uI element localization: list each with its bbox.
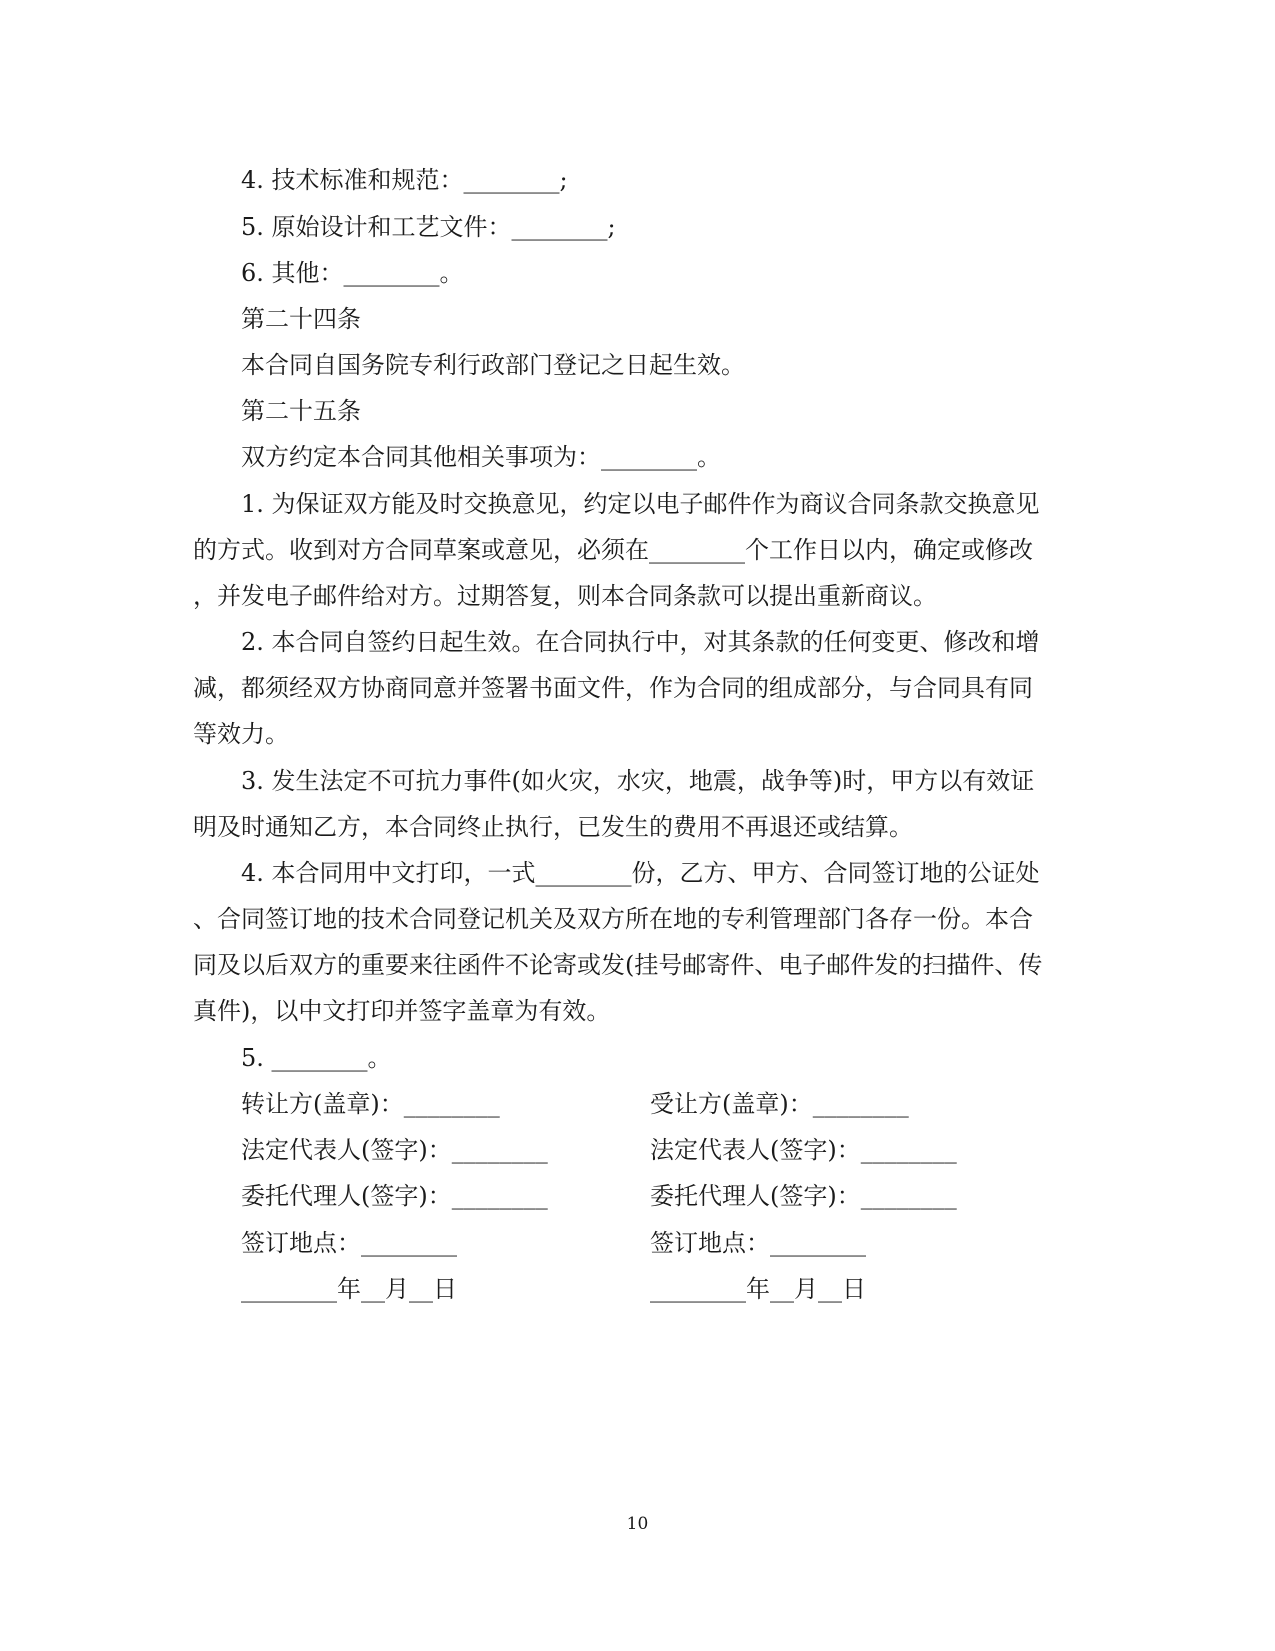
paragraph-line: 3. 发生法定不可抗力事件(如火灾，水灾，地震，战争等)时，甲方以有效证 (241, 767, 1035, 795)
paragraph-line: 的方式。收到对方合同草案或意见，必须在________个工作日以内，确定或修改 (193, 536, 1033, 564)
article-24-heading: 第二十四条 (241, 305, 361, 333)
article-25-heading: 第二十五条 (241, 397, 361, 425)
clause-item-5-design-files: 5. 原始设计和工艺文件：________; (241, 213, 616, 241)
signature-transferor-place: 签订地点：________ (241, 1229, 457, 1257)
clause-item-5: 5. ________。 (241, 1044, 392, 1072)
paragraph-line: 明及时通知乙方，本合同终止执行，已发生的费用不再退还或结算。 (193, 813, 913, 841)
paragraph-line: 减，都须经双方协商同意并签署书面文件，作为合同的组成部分，与合同具有同 (193, 674, 1033, 702)
paragraph-line: 、合同签订地的技术合同登记机关及双方所在地的专利管理部门各存一份。本合 (193, 905, 1033, 933)
paragraph-line: 等效力。 (193, 720, 289, 748)
article-24-text: 本合同自国务院专利行政部门登记之日起生效。 (241, 351, 745, 379)
page-number: 10 (626, 1514, 649, 1534)
clause-item-6-other: 6. 其他：________。 (241, 259, 464, 287)
paragraph-line: ，并发电子邮件给对方。过期答复，则本合同条款可以提出重新商议。 (193, 582, 937, 610)
signature-transferor-legal-rep: 法定代表人(签字)：________ (241, 1136, 548, 1164)
article-25-intro: 双方约定本合同其他相关事项为：________。 (241, 443, 721, 471)
signature-transferee-date: ________年__月__日 (650, 1275, 866, 1303)
paragraph-line: 同及以后双方的重要来往函件不论寄或发(挂号邮寄件、电子邮件发的扫描件、传 (193, 951, 1043, 979)
paragraph-line: 2. 本合同自签约日起生效。在合同执行中，对其条款的任何变更、修改和增 (241, 628, 1040, 656)
paragraph-line: 1. 为保证双方能及时交换意见，约定以电子邮件作为商议合同条款交换意见 (241, 490, 1040, 518)
paragraph-line: 4. 本合同用中文打印，一式________份，乙方、甲方、合同签订地的公证处 (241, 859, 1040, 887)
paragraph-line: 真件)，以中文打印并签字盖章为有效。 (193, 997, 611, 1025)
signature-transferee-legal-rep: 法定代表人(签字)：________ (650, 1136, 957, 1164)
clause-item-4-standards: 4. 技术标准和规范：________; (241, 166, 568, 194)
signature-transferor-seal: 转让方(盖章)：________ (241, 1090, 500, 1118)
signature-transferee-agent: 委托代理人(签字)：________ (650, 1182, 957, 1210)
signature-transferor-agent: 委托代理人(签字)：________ (241, 1182, 548, 1210)
signature-transferor-date: ________年__月__日 (241, 1275, 457, 1303)
signature-transferee-seal: 受让方(盖章)：________ (650, 1090, 909, 1118)
signature-transferee-place: 签订地点：________ (650, 1229, 866, 1257)
